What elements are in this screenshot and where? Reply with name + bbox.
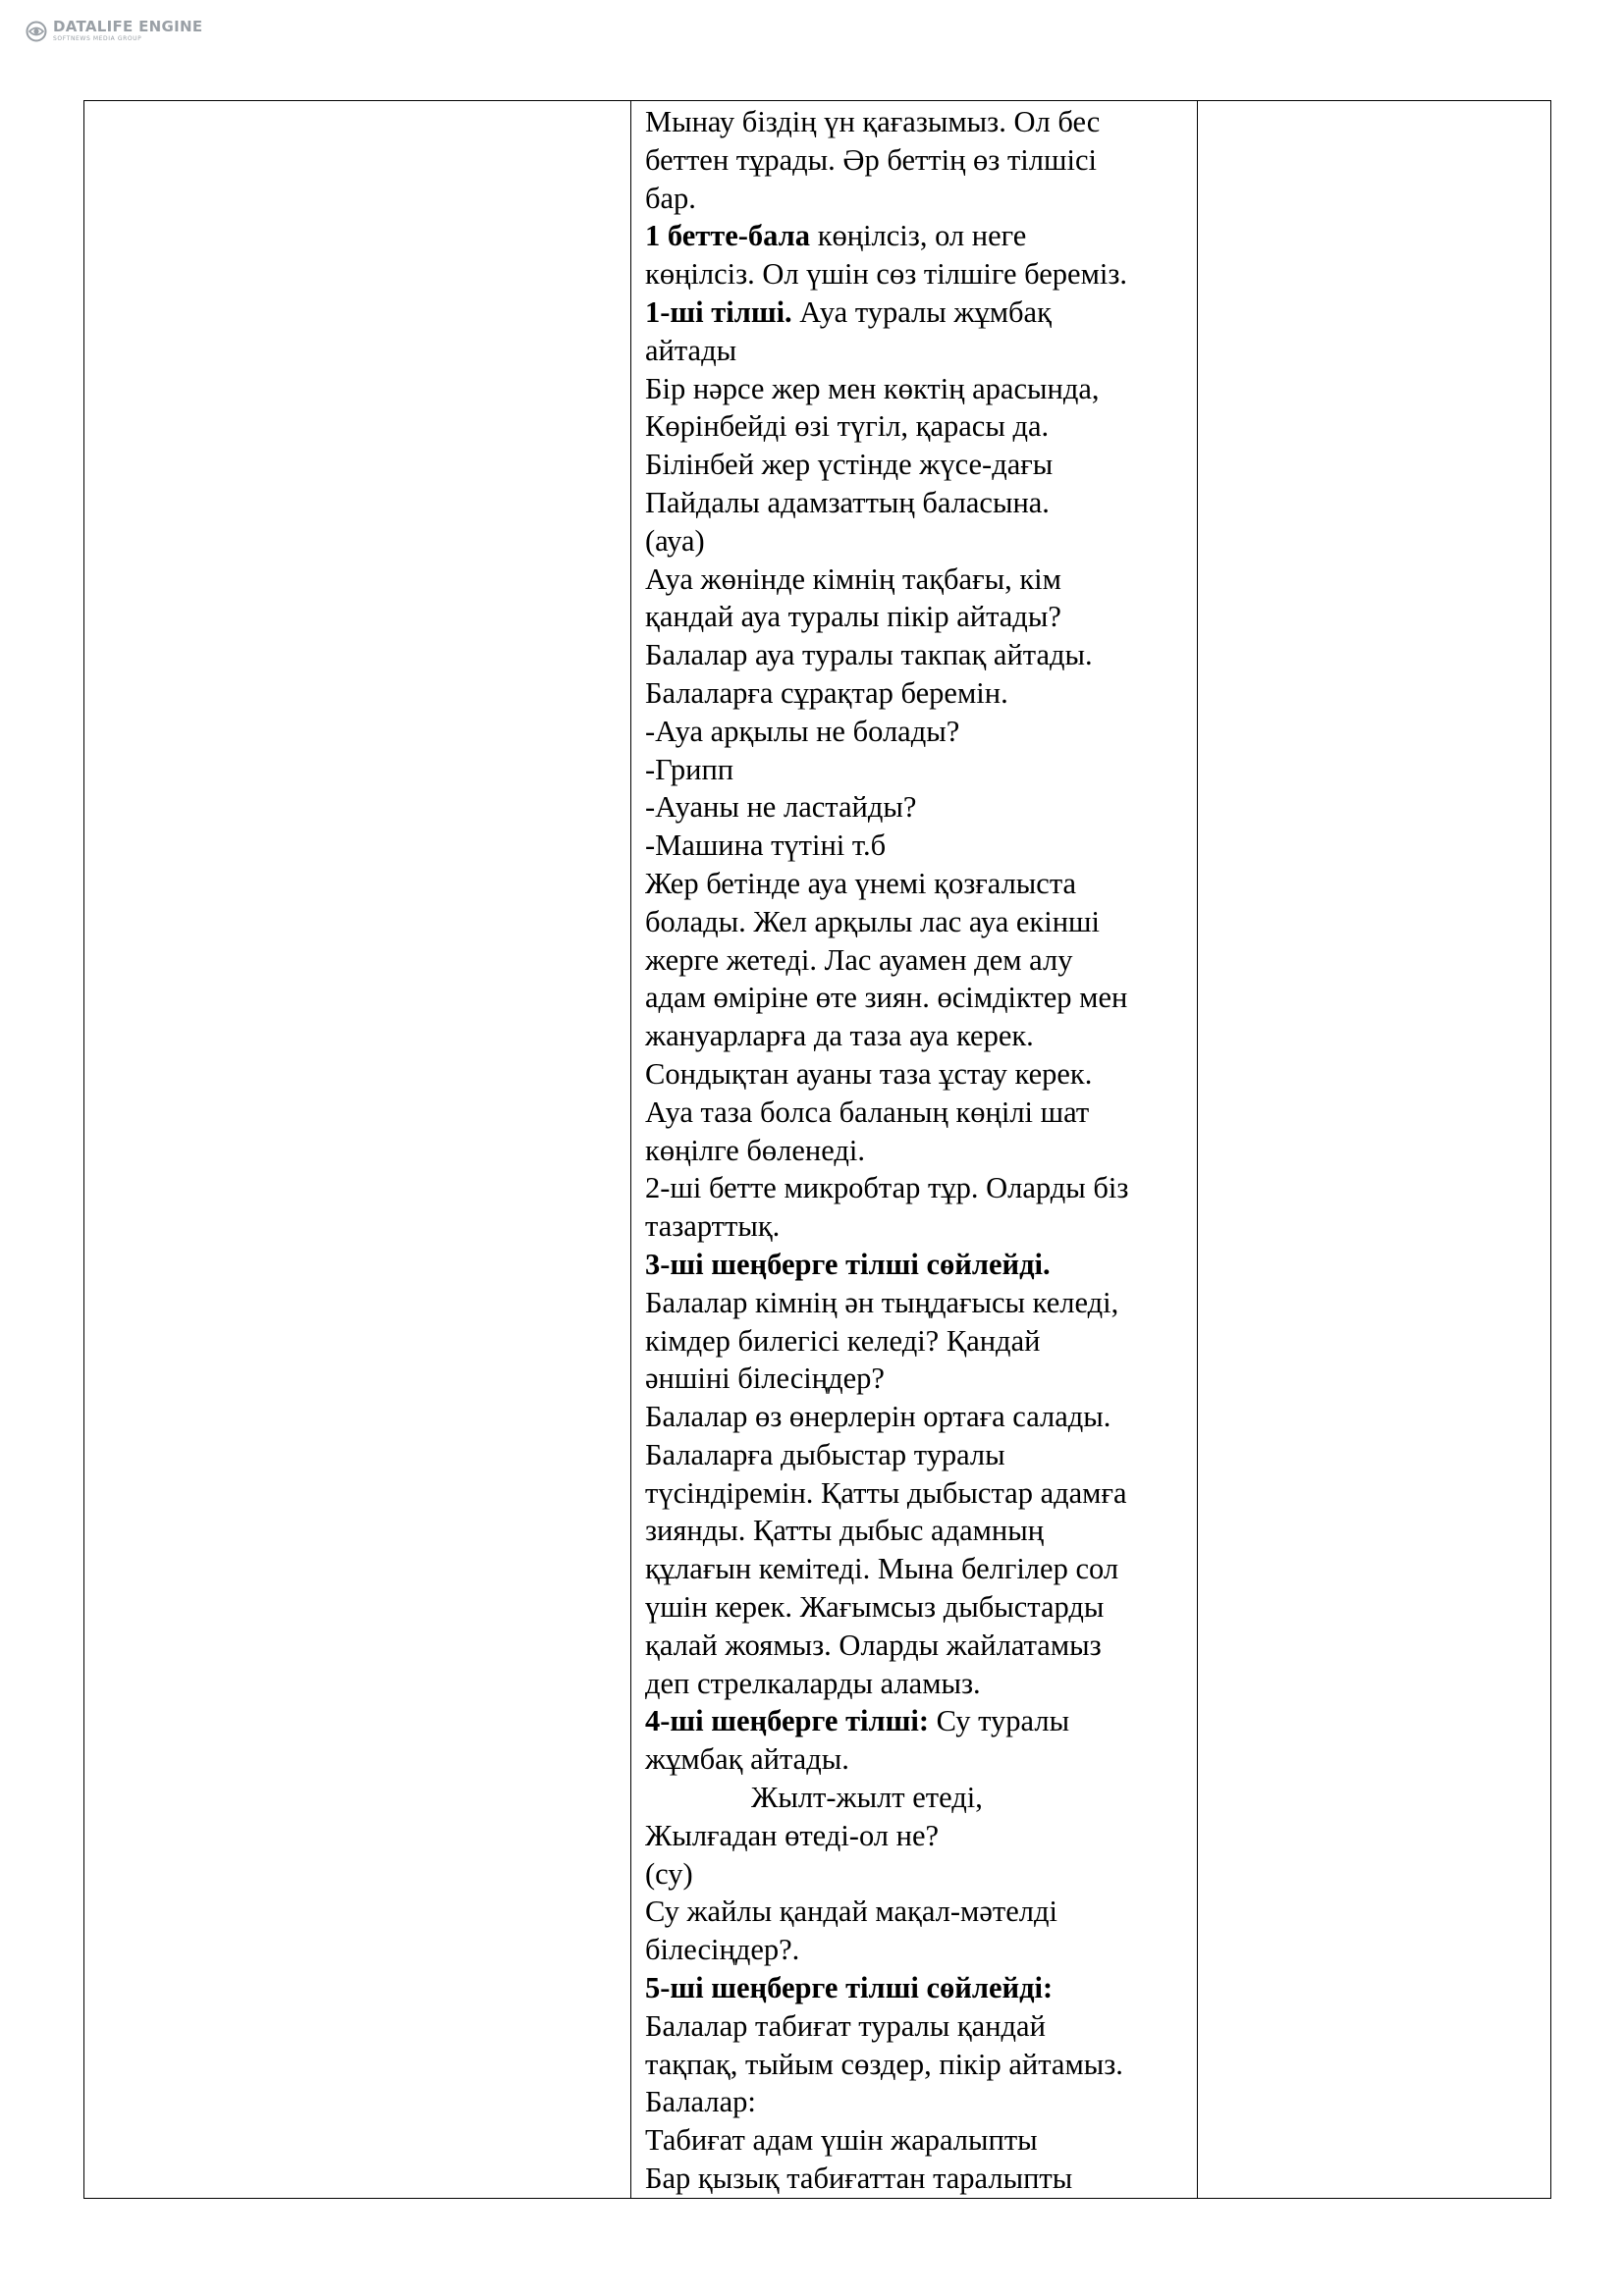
line-text: Жер бетінде ауа үнемі қозғалыста bbox=[645, 866, 1077, 900]
text-line bbox=[645, 636, 1187, 674]
line-text: Ауа жөнінде кімнің тақбағы, кім bbox=[645, 561, 1061, 596]
text-line bbox=[645, 1627, 1187, 1665]
text-line bbox=[645, 2083, 1187, 2121]
line-text: көңілге бөленеді. bbox=[645, 1133, 865, 1167]
text-line bbox=[645, 979, 1187, 1017]
text-line bbox=[645, 788, 1187, 827]
line-text: көңілсіз, ол неге bbox=[810, 219, 1027, 253]
line-text: Табиғат адам үшін жаралыпты bbox=[645, 2123, 1038, 2158]
watermark-name: DATALIFE ENGINE bbox=[53, 18, 203, 35]
text-line bbox=[645, 1779, 1187, 1817]
line-text: Ауа таза болса баланың көңілі шат bbox=[645, 1095, 1090, 1129]
text-line bbox=[645, 407, 1187, 446]
line-text: (ауа) bbox=[645, 523, 705, 558]
text-line bbox=[645, 141, 1187, 180]
text-line bbox=[645, 674, 1187, 713]
line-text: үшін керек. Жағымсыз дыбыстарды bbox=[645, 1590, 1105, 1625]
eye-logo-icon bbox=[26, 21, 47, 42]
watermark-subtitle: SOFTNEWS MEDIA GROUP bbox=[53, 35, 142, 42]
text-line bbox=[645, 1055, 1187, 1094]
text-line bbox=[645, 1855, 1187, 1894]
text-line bbox=[645, 522, 1187, 561]
table-row bbox=[84, 101, 1551, 2199]
text-line bbox=[645, 217, 1187, 255]
bold-heading: 1 бетте-бала bbox=[645, 219, 811, 253]
text-line bbox=[645, 1512, 1187, 1550]
line-text: жұмбақ айтады. bbox=[645, 1742, 849, 1777]
line-text: -Грипп bbox=[645, 752, 734, 786]
line-text: Білінбей жер үстінде жүсе-дағы bbox=[645, 448, 1054, 482]
line-text: Сондықтан ауаны таза ұстау керек. bbox=[645, 1056, 1093, 1091]
text-line bbox=[645, 103, 1187, 141]
line-text: 2-ші бетте микробтар тұр. Оларды біз bbox=[645, 1171, 1129, 1205]
line-text: Балалар өз өнерлерін ортаға салады. bbox=[645, 1400, 1111, 1434]
text-line bbox=[645, 1702, 1187, 1740]
line-text: Бір нәрсе жер мен көктің арасында, bbox=[645, 371, 1100, 405]
text-line bbox=[645, 1740, 1187, 1779]
line-text: -Ауа арқылы не болады? bbox=[645, 714, 960, 748]
text-line bbox=[645, 1550, 1187, 1588]
line-text: -Машина түтіні т.б bbox=[645, 828, 887, 863]
text-line bbox=[645, 1284, 1187, 1322]
line-text: деп стрелкаларды аламыз. bbox=[645, 1666, 981, 1700]
text-line bbox=[645, 1969, 1187, 2007]
line-text: -Ауаны не ластайды? bbox=[645, 790, 917, 825]
text-line bbox=[645, 1169, 1187, 1207]
line-text: Су туралы bbox=[929, 1704, 1070, 1738]
lesson-table bbox=[83, 100, 1551, 2199]
line-text: Ауа туралы жұмбақ bbox=[791, 294, 1052, 329]
text-line bbox=[645, 1094, 1187, 1132]
text-line bbox=[645, 294, 1187, 332]
text-line bbox=[645, 2121, 1187, 2160]
text-line bbox=[645, 1017, 1187, 1055]
text-line bbox=[645, 1588, 1187, 1627]
text-line bbox=[645, 255, 1187, 294]
line-text: қалай жоямыз. Оларды жайлатамыз bbox=[645, 1628, 1102, 1662]
line-text: Балаларға дыбыстар туралы bbox=[645, 1437, 1005, 1471]
line-text: көңілсіз. Ол үшін сөз тілшіге береміз. bbox=[645, 257, 1128, 292]
line-text: кімдер билегісі келеді? Қандай bbox=[645, 1323, 1041, 1358]
line-text: Су жайлы қандай мақал-мәтелді bbox=[645, 1895, 1057, 1929]
line-text: бар. bbox=[645, 181, 696, 215]
middle-cell-text bbox=[631, 101, 1197, 2198]
text-line bbox=[645, 1665, 1187, 1703]
text-line bbox=[645, 1893, 1187, 1931]
text-line bbox=[645, 561, 1187, 599]
text-line bbox=[645, 865, 1187, 903]
bold-heading: 1-ші тілші. bbox=[645, 294, 792, 329]
line-text: Жылғадан өтеді-ол не? bbox=[645, 1818, 940, 1852]
text-line bbox=[645, 332, 1187, 370]
line-text: болады. Жел арқылы лас ауа екінші bbox=[645, 904, 1101, 938]
text-line bbox=[645, 713, 1187, 751]
line-text: (су) bbox=[645, 1856, 693, 1891]
text-line bbox=[645, 2046, 1187, 2084]
text-line bbox=[645, 1931, 1187, 1969]
text-line bbox=[645, 370, 1187, 408]
text-line bbox=[645, 1398, 1187, 1436]
text-line bbox=[645, 1817, 1187, 1855]
text-line bbox=[645, 941, 1187, 980]
text-line bbox=[645, 1207, 1187, 1246]
line-text: Мынау біздің үн қағазымыз. Ол бес bbox=[645, 105, 1101, 138]
line-text: білесіңдер?. bbox=[645, 1933, 800, 1967]
line-text: Балалар ауа туралы такпақ айтады. bbox=[645, 638, 1093, 672]
line-text: адам өміріне өте зиян. өсімдіктер мен bbox=[645, 981, 1128, 1015]
middle-cell bbox=[631, 101, 1198, 2199]
text-line bbox=[645, 751, 1187, 789]
line-text: қандай ауа туралы пікір айтады? bbox=[645, 600, 1061, 634]
text-line bbox=[645, 1132, 1187, 1170]
text-line bbox=[645, 2007, 1187, 2046]
text-line bbox=[645, 598, 1187, 636]
line-text: айтады bbox=[645, 333, 737, 367]
bold-heading: 5-ші шеңберге тілші сөйлейді: bbox=[645, 1971, 1054, 2005]
line-text: Балалар кімнің ән тыңдағысы келеді, bbox=[645, 1285, 1119, 1319]
text-line bbox=[645, 484, 1187, 522]
text-line bbox=[645, 2160, 1187, 2198]
line-text: әншіні білесіңдер? bbox=[645, 1362, 885, 1396]
line-text: жануарларға да таза ауа керек. bbox=[645, 1019, 1034, 1053]
line-text: Жылт-жылт етеді, bbox=[751, 1781, 983, 1815]
watermark bbox=[26, 20, 202, 42]
line-text: Балаларға сұрақтар беремін. bbox=[645, 675, 1008, 710]
left-cell bbox=[84, 101, 631, 2199]
text-line bbox=[645, 1436, 1187, 1474]
line-text: Бар қызық табиғаттан таралыпты bbox=[645, 2162, 1073, 2196]
line-text: Көрінбейді өзі түгіл, қарасы да. bbox=[645, 409, 1050, 444]
line-text: Пайдалы адамзаттың баласына. bbox=[645, 485, 1050, 519]
line-text: тазарттық. bbox=[645, 1209, 781, 1244]
line-text: зиянды. Қатты дыбыс адамның bbox=[645, 1514, 1045, 1548]
right-cell bbox=[1198, 101, 1551, 2199]
line-text: Балалар: bbox=[645, 2085, 756, 2119]
line-text: құлағын кемітеді. Мына белгілер сол bbox=[645, 1552, 1119, 1586]
text-line bbox=[645, 1474, 1187, 1513]
text-line bbox=[645, 1360, 1187, 1398]
line-text: Балалар табиғат туралы қандай bbox=[645, 2008, 1046, 2043]
line-text: тақпақ, тыйым сөздер, пікір айтамыз. bbox=[645, 2047, 1123, 2081]
line-text: беттен тұрады. Әр беттің өз тілшісі bbox=[645, 142, 1097, 177]
text-line bbox=[645, 446, 1187, 484]
text-line bbox=[645, 1322, 1187, 1361]
bold-heading: 3-ші шеңберге тілші сөйлейді. bbox=[645, 1247, 1051, 1281]
line-text: түсіндіремін. Қатты дыбыстар адамға bbox=[645, 1475, 1127, 1510]
text-line bbox=[645, 180, 1187, 218]
text-line bbox=[645, 1246, 1187, 1284]
text-line bbox=[645, 903, 1187, 941]
text-line bbox=[645, 827, 1187, 865]
bold-heading: 4-ші шеңберге тілші: bbox=[645, 1704, 930, 1738]
line-text: жерге жетеді. Лас ауамен дем алу bbox=[645, 942, 1073, 977]
